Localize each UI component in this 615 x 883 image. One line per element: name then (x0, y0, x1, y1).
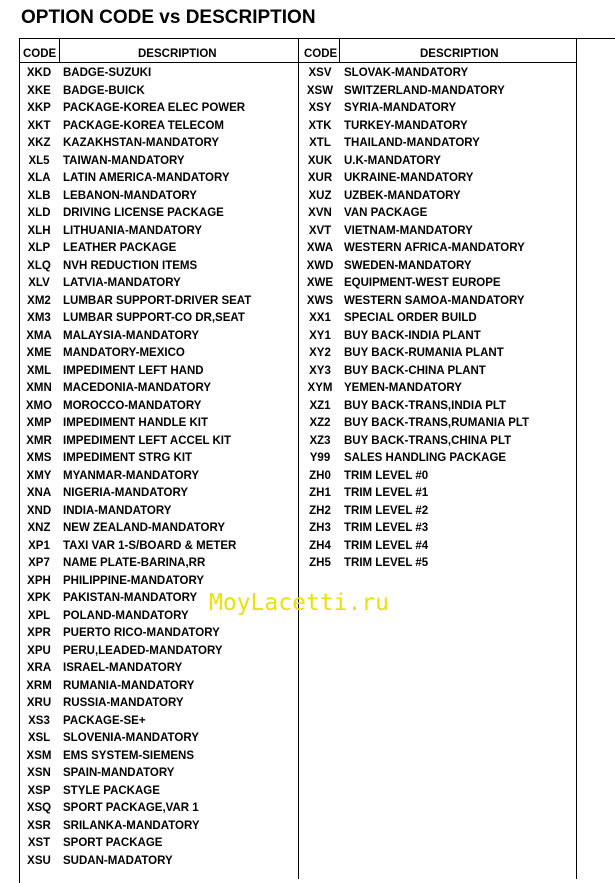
option-description: MALAYSIA-MANDATORY (63, 329, 200, 342)
option-description: BUY BACK-INDIA PLANT (344, 329, 481, 342)
option-description: SPORT PACKAGE,VAR 1 (63, 802, 199, 814)
option-code: XLD (27, 207, 51, 219)
table-row (0, 835, 615, 853)
option-description: BUY BACK-TRANS,RUMANIA PLT (344, 417, 530, 429)
table-row (0, 240, 615, 258)
table-row (0, 730, 615, 748)
option-code: XSV (308, 67, 332, 79)
option-description: BADGE-BUICK (63, 84, 145, 97)
option-code: XLP (27, 242, 51, 254)
option-code: ZH2 (309, 504, 331, 517)
option-description: RUMANIA-MANDATORY (63, 679, 195, 692)
option-code: XY2 (309, 347, 331, 359)
table-row (0, 713, 615, 731)
option-code: XLH (27, 224, 51, 237)
option-code: XPU (27, 644, 51, 657)
option-code: XME (26, 347, 52, 359)
option-description: PUERTO RICO-MANDATORY (63, 627, 220, 639)
option-description: BUY BACK-TRANS,INDIA PLT (344, 399, 507, 412)
option-code: XPH (27, 574, 51, 587)
option-description: NVH REDUCTION ITEMS (63, 259, 198, 272)
table-row (0, 660, 615, 678)
option-code: XVN (308, 207, 332, 219)
option-code: XS3 (28, 714, 50, 727)
option-description: THAILAND-MANDATORY (344, 137, 480, 149)
option-description: LEATHER PACKAGE (63, 242, 177, 254)
table-row (0, 65, 615, 83)
option-description: LEBANON-MANDATORY (63, 189, 197, 202)
option-code: XMO (25, 399, 53, 412)
option-description: BUY BACK-TRANS,CHINA PLT (344, 434, 512, 447)
option-code: XMA (26, 329, 52, 342)
option-description: IMPEDIMENT LEFT HAND (63, 364, 204, 377)
option-code: XWD (306, 259, 334, 272)
table-row (0, 345, 615, 363)
option-code: XSR (27, 819, 51, 832)
option-code: XND (26, 504, 52, 517)
table-row (0, 783, 615, 801)
option-description: TAIWAN-MANDATORY (63, 154, 185, 167)
option-description: SALES HANDLING PACKAGE (344, 452, 507, 464)
table-row (0, 135, 615, 153)
option-description: IMPEDIMENT LEFT ACCEL KIT (63, 434, 232, 447)
option-description: INDIA-MANDATORY (63, 504, 172, 517)
right-code-divider (339, 39, 340, 62)
option-description: SWEDEN-MANDATORY (344, 259, 472, 272)
option-code: XPK (27, 592, 51, 604)
option-description: LITHUANIA-MANDATORY (63, 224, 203, 237)
option-code: XWS (306, 294, 334, 307)
left-code-divider (59, 39, 60, 62)
table-row (0, 538, 615, 556)
option-description: PERU,LEADED-MANDATORY (63, 644, 223, 657)
option-description: PACKAGE-KOREA ELEC POWER (63, 102, 246, 114)
option-description: TRIM LEVEL #2 (344, 504, 429, 517)
option-description: DRIVING LICENSE PACKAGE (63, 207, 224, 219)
option-code: XMP (26, 417, 52, 429)
option-code: XSQ (26, 802, 52, 814)
option-code: XZ3 (309, 434, 331, 447)
option-description: UKRAINE-MANDATORY (344, 172, 474, 184)
table-row (0, 765, 615, 783)
option-description: EQUIPMENT-WEST EUROPE (344, 277, 501, 289)
option-description: MYANMAR-MANDATORY (63, 469, 200, 482)
option-description: YEMEN-MANDATORY (344, 382, 462, 394)
table-row (0, 555, 615, 573)
option-code: ZH4 (309, 539, 331, 552)
option-code: XMS (26, 452, 52, 464)
option-description: IMPEDIMENT HANDLE KIT (63, 417, 209, 429)
option-code: XSM (26, 749, 52, 762)
option-description: PHILIPPINE-MANDATORY (63, 574, 204, 587)
option-description: STYLE PACKAGE (63, 784, 160, 797)
option-description: EMS SYSTEM-SIEMENS (63, 749, 194, 762)
table-row (0, 188, 615, 206)
option-description: LUMBAR SUPPORT-DRIVER SEAT (63, 294, 252, 307)
option-code: XSW (306, 84, 334, 97)
watermark: MoyLacetti.ru (209, 590, 390, 616)
option-code: XY3 (309, 364, 331, 377)
table-row (0, 433, 615, 451)
option-code: XSY (308, 102, 332, 114)
left-description-header: DESCRIPTION (138, 48, 217, 60)
table-row (0, 678, 615, 696)
option-code: XLQ (27, 259, 51, 272)
option-code: XNZ (27, 522, 51, 534)
option-description: SLOVAK-MANDATORY (344, 67, 469, 79)
option-code: Y99 (309, 452, 331, 464)
option-description: NEW ZEALAND-MANDATORY (63, 522, 226, 534)
option-code: XKZ (27, 137, 51, 149)
table-row (0, 328, 615, 346)
option-code: XPL (27, 609, 51, 622)
table-row (0, 800, 615, 818)
table-row (0, 223, 615, 241)
table-row (0, 450, 615, 468)
option-code: XM2 (27, 294, 51, 307)
table-row (0, 573, 615, 591)
page-title: OPTION CODE vs DESCRIPTION (21, 7, 316, 28)
right-code-header: CODE (304, 48, 338, 60)
option-code: XYM (307, 382, 333, 394)
option-code: ZH0 (309, 469, 331, 482)
option-code: XST (27, 837, 51, 849)
option-code: XTL (309, 137, 331, 149)
option-code: XPR (27, 627, 51, 639)
option-description: BADGE-SUZUKI (63, 67, 152, 79)
option-code: XMN (26, 382, 52, 394)
table-row (0, 258, 615, 276)
option-description: KAZAKHSTAN-MANDATORY (63, 137, 220, 149)
option-code: XMR (26, 434, 52, 447)
option-description: ISRAEL-MANDATORY (63, 662, 183, 674)
option-code: XLV (28, 277, 50, 289)
table-row (0, 503, 615, 521)
option-code: XUZ (308, 189, 332, 202)
option-code: XWA (306, 242, 334, 254)
table-row (0, 293, 615, 311)
option-code: XSN (27, 767, 51, 779)
option-description: PACKAGE-KOREA TELECOM (63, 119, 224, 132)
option-description: MOROCCO-MANDATORY (63, 399, 202, 412)
option-description: TRIM LEVEL #3 (344, 522, 429, 534)
option-code: XKE (27, 84, 51, 97)
table-row (0, 468, 615, 486)
table-row (0, 100, 615, 118)
option-code: XZ1 (309, 399, 331, 412)
option-code: XUK (307, 154, 333, 167)
option-code: XVT (308, 224, 332, 237)
option-description: WESTERN SAMOA-MANDATORY (344, 294, 525, 307)
option-description: NAME PLATE-BARINA,RR (63, 557, 206, 569)
option-description: TRIM LEVEL #1 (344, 487, 429, 499)
table-row (0, 398, 615, 416)
option-description: TRIM LEVEL #5 (344, 557, 429, 569)
table-row (0, 643, 615, 661)
option-description: SUDAN-MADATORY (63, 854, 173, 867)
option-description: RUSSIA-MANDATORY (63, 697, 184, 709)
option-description: UZBEK-MANDATORY (344, 189, 461, 202)
option-code: XSL (27, 732, 51, 744)
table-row (0, 625, 615, 643)
option-code: XUR (307, 172, 333, 184)
option-description: PAKISTAN-MANDATORY (63, 592, 198, 604)
option-code: XSP (27, 784, 51, 797)
table-row (0, 380, 615, 398)
table-row (0, 520, 615, 538)
table-row (0, 275, 615, 293)
option-description: POLAND-MANDATORY (63, 609, 189, 622)
option-code: ZH1 (309, 487, 331, 499)
option-description: SPECIAL ORDER BUILD (344, 312, 477, 324)
option-description: BUY BACK-RUMANIA PLANT (344, 347, 504, 359)
option-code: XTK (308, 119, 332, 132)
option-code: XLB (27, 189, 51, 202)
left-code-header: CODE (23, 48, 57, 60)
option-code: XKD (26, 67, 52, 79)
table-row (0, 363, 615, 381)
table-row (0, 748, 615, 766)
option-description: U.K-MANDATORY (344, 154, 441, 167)
table-row (0, 118, 615, 136)
table-row (0, 818, 615, 836)
option-code: XNA (26, 487, 52, 499)
option-description: SLOVENIA-MANDATORY (63, 732, 199, 744)
option-description: TRIM LEVEL #0 (344, 469, 429, 482)
option-description: TAXI VAR 1-S/BOARD & METER (63, 539, 237, 552)
option-description: MANDATORY-MEXICO (63, 347, 185, 359)
option-description: MACEDONIA-MANDATORY (63, 382, 212, 394)
option-code: XX1 (309, 312, 331, 324)
option-description: TURKEY-MANDATORY (344, 119, 468, 132)
right-description-header: DESCRIPTION (420, 48, 499, 60)
option-description: BUY BACK-CHINA PLANT (344, 364, 486, 377)
table-row (0, 310, 615, 328)
table-row (0, 205, 615, 223)
table-row (0, 853, 615, 871)
option-description: IMPEDIMENT STRG KIT (63, 452, 193, 464)
option-code: XL5 (28, 154, 50, 167)
option-code: XZ2 (309, 417, 331, 429)
option-description: SWITZERLAND-MANDATORY (344, 84, 505, 97)
table-row (0, 695, 615, 713)
option-description: VAN PACKAGE (344, 207, 428, 219)
option-code: XMY (26, 469, 52, 482)
table-row (0, 170, 615, 188)
option-code: ZH3 (309, 522, 331, 534)
option-code: XSU (27, 854, 51, 867)
table-row (0, 83, 615, 101)
option-description: LATVIA-MANDATORY (63, 277, 181, 289)
option-description: VIETNAM-MANDATORY (344, 224, 473, 237)
option-code: XWE (306, 277, 334, 289)
option-code: XY1 (309, 329, 331, 342)
option-code: XKP (27, 102, 51, 114)
option-code: XRM (26, 679, 52, 692)
option-code: XRU (26, 697, 52, 709)
table-row (0, 153, 615, 171)
option-code: XLA (27, 172, 51, 184)
table-row (0, 485, 615, 503)
option-description: NIGERIA-MANDATORY (63, 487, 189, 499)
option-description: TRIM LEVEL #4 (344, 539, 429, 552)
option-code: XP1 (28, 539, 50, 552)
option-description: PACKAGE-SE+ (63, 714, 146, 727)
option-code: XKT (27, 119, 51, 132)
option-description: SPAIN-MANDATORY (63, 767, 175, 779)
option-code: XP7 (28, 557, 50, 569)
option-code: XRA (26, 662, 52, 674)
table-row (0, 415, 615, 433)
option-description: SRILANKA-MANDATORY (63, 819, 200, 832)
option-code: XM3 (27, 312, 51, 324)
option-description: WESTERN AFRICA-MANDATORY (344, 242, 525, 254)
option-code: XML (26, 364, 52, 377)
option-description: SYRIA-MANDATORY (344, 102, 457, 114)
option-description: LATIN AMERICA-MANDATORY (63, 172, 230, 184)
option-description: LUMBAR SUPPORT-CO DR,SEAT (63, 312, 245, 324)
option-code: ZH5 (309, 557, 331, 569)
option-description: SPORT PACKAGE (63, 837, 163, 849)
